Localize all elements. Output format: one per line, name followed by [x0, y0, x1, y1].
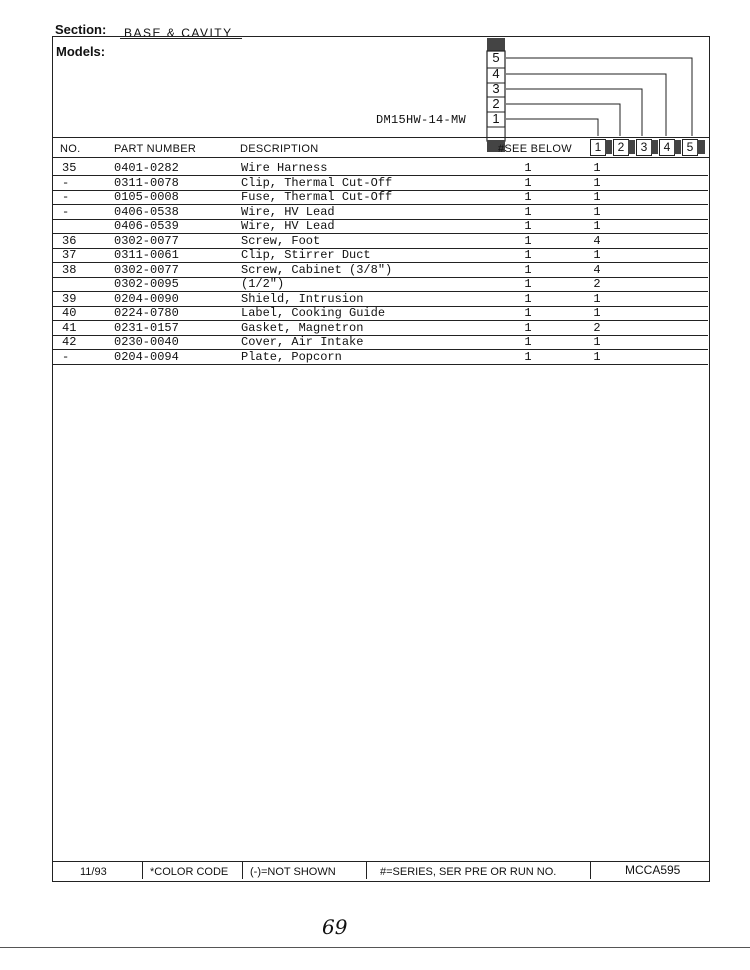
- shaded-separator: [697, 140, 705, 154]
- page-bottom-rule: [0, 947, 750, 948]
- model-col-5: 5: [682, 139, 698, 156]
- row-description: (1/2"): [241, 277, 285, 291]
- row-model-1-qty: 1: [593, 175, 601, 190]
- row-part-number: 0204-0090: [114, 291, 179, 306]
- row-description: Wire Harness: [241, 161, 328, 175]
- model-col-2: 2: [613, 139, 629, 156]
- shaded-separator: [651, 140, 658, 154]
- model-col-3: 3: [636, 139, 652, 156]
- row-model-1-qty: 1: [593, 219, 601, 233]
- row-model-1-qty: 1: [593, 335, 601, 349]
- row-see-below: 1: [524, 161, 532, 175]
- row-see-below: 1: [524, 248, 532, 262]
- row-part-number: 0311-0078: [114, 175, 179, 190]
- section-label: Section:: [55, 22, 107, 37]
- row-description: Gasket, Magnetron: [241, 320, 364, 335]
- row-part-number: 0204-0094: [114, 349, 179, 364]
- footer-top-rule: [52, 861, 710, 862]
- model-number-3: 3: [492, 81, 500, 96]
- row-see-below: 1: [524, 291, 532, 306]
- model-number-2: 2: [492, 96, 500, 111]
- row-see-below: 1: [524, 349, 532, 364]
- model-number-1: 1: [492, 111, 500, 126]
- col-header-part-number: PART NUMBER: [114, 143, 197, 155]
- model-name: DM15HW-14-MW: [376, 113, 467, 127]
- model-number-4: 4: [492, 66, 500, 81]
- row-part-number: 0224-0780: [114, 306, 179, 320]
- row-model-1-qty: 1: [593, 349, 601, 364]
- row-model-1-qty: 4: [593, 262, 601, 277]
- row-see-below: 1: [524, 233, 532, 248]
- footer-divider: [366, 862, 367, 879]
- row-no: -: [62, 204, 70, 219]
- model-number-5: 5: [492, 50, 500, 65]
- footer-divider: [590, 862, 591, 879]
- footer-divider: [142, 862, 143, 879]
- row-see-below: 1: [524, 306, 532, 320]
- row-no: -: [62, 190, 70, 204]
- row-part-number: 0302-0077: [114, 262, 179, 277]
- footer-not-shown: (-)=NOT SHOWN: [250, 866, 336, 878]
- row-model-1-qty: 2: [593, 277, 601, 291]
- col-header-see-below: #SEE BELOW: [498, 143, 572, 155]
- section-value: BASE & CAVITY: [124, 26, 233, 40]
- header-bottom-rule: [52, 157, 710, 158]
- row-no: -: [62, 349, 70, 364]
- row-part-number: 0311-0061: [114, 248, 179, 262]
- row-see-below: 1: [524, 190, 532, 204]
- footer-doc-code: MCCA595: [625, 863, 681, 877]
- shaded-separator: [674, 140, 681, 154]
- row-no: 37: [62, 248, 77, 262]
- col-header-no: NO.: [60, 143, 81, 155]
- row-model-1-qty: 2: [593, 320, 601, 335]
- row-description: Label, Cooking Guide: [241, 306, 386, 320]
- row-see-below: 1: [524, 175, 532, 190]
- model-col-4: 4: [659, 139, 675, 156]
- row-part-number: 0302-0077: [114, 233, 179, 248]
- row-no: -: [62, 175, 70, 190]
- row-model-1-qty: 1: [593, 190, 601, 204]
- footer-series: #=SERIES, SER PRE OR RUN NO.: [380, 866, 557, 878]
- row-model-1-qty: 1: [593, 291, 601, 306]
- row-no: 41: [62, 320, 77, 335]
- row-part-number: 0105-0008: [114, 190, 179, 204]
- row-see-below: 1: [524, 277, 532, 291]
- row-no: 38: [62, 262, 77, 277]
- model-col-1: 1: [590, 139, 606, 156]
- row-description: Screw, Cabinet (3/8"): [241, 262, 393, 277]
- shaded-separator: [628, 140, 635, 154]
- row-no: 35: [62, 161, 77, 175]
- row-description: Clip, Thermal Cut-Off: [241, 175, 393, 190]
- row-description: Cover, Air Intake: [241, 335, 364, 349]
- row-no: 36: [62, 233, 77, 248]
- row-see-below: 1: [524, 219, 532, 233]
- row-description: Wire, HV Lead: [241, 219, 335, 233]
- row-model-1-qty: 1: [593, 248, 601, 262]
- row-see-below: 1: [524, 204, 532, 219]
- row-description: Fuse, Thermal Cut-Off: [241, 190, 393, 204]
- models-label: Models:: [56, 44, 106, 59]
- row-model-1-qty: 1: [593, 306, 601, 320]
- row-description: Clip, Stirrer Duct: [241, 248, 371, 262]
- row-model-1-qty: 4: [593, 233, 601, 248]
- row-no: 40: [62, 306, 77, 320]
- col-header-description: DESCRIPTION: [240, 143, 319, 155]
- model-columns-header: [588, 137, 710, 157]
- row-part-number: 0406-0539: [114, 219, 179, 233]
- row-no: 42: [62, 335, 77, 349]
- footer-color-code: *COLOR CODE: [150, 866, 229, 878]
- row-description: Wire, HV Lead: [241, 204, 335, 219]
- row-see-below: 1: [524, 320, 532, 335]
- row-description: Plate, Popcorn: [241, 349, 342, 364]
- row-part-number: 0302-0095: [114, 277, 179, 291]
- row-model-1-qty: 1: [593, 204, 601, 219]
- row-rule: [52, 364, 708, 365]
- row-see-below: 1: [524, 262, 532, 277]
- row-description: Screw, Foot: [241, 233, 321, 248]
- row-description: Shield, Intrusion: [241, 291, 364, 306]
- row-part-number: 0231-0157: [114, 320, 179, 335]
- footer-date: 11/93: [80, 866, 107, 878]
- footer-divider: [242, 862, 243, 879]
- row-see-below: 1: [524, 335, 532, 349]
- row-part-number: 0401-0282: [114, 161, 179, 175]
- row-part-number: 0406-0538: [114, 204, 179, 219]
- row-model-1-qty: 1: [593, 161, 601, 175]
- row-no: 39: [62, 291, 77, 306]
- page-number: 69: [322, 915, 348, 939]
- row-part-number: 0230-0040: [114, 335, 179, 349]
- shaded-separator: [605, 140, 612, 154]
